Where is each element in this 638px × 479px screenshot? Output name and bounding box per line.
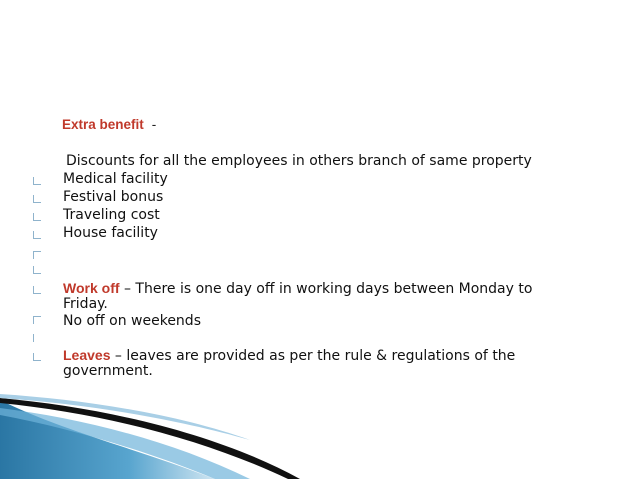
text-traveling: Traveling cost — [63, 207, 160, 223]
workoff-text: – There is one day off in working days between Monday to — [119, 281, 533, 297]
leaves-label: Leaves — [63, 347, 111, 363]
text-discounts: Discounts for all the employees in others branch of same property — [66, 153, 532, 169]
heading-label: Extra benefit — [62, 117, 144, 132]
leaves-text: – leaves are provided as per the rule & regulations of the — [110, 348, 516, 364]
workoff-label: Work off — [63, 280, 120, 296]
text-house: House facility — [63, 225, 158, 241]
heading-dash: - — [151, 117, 157, 132]
text-workoff-cont: Friday. — [63, 296, 108, 312]
text-festival: Festival bonus — [63, 189, 164, 205]
text-medical: Medical facility — [63, 171, 168, 187]
text-no-off: No off on weekends — [63, 313, 201, 329]
text-leaves-cont: government. — [63, 363, 153, 379]
